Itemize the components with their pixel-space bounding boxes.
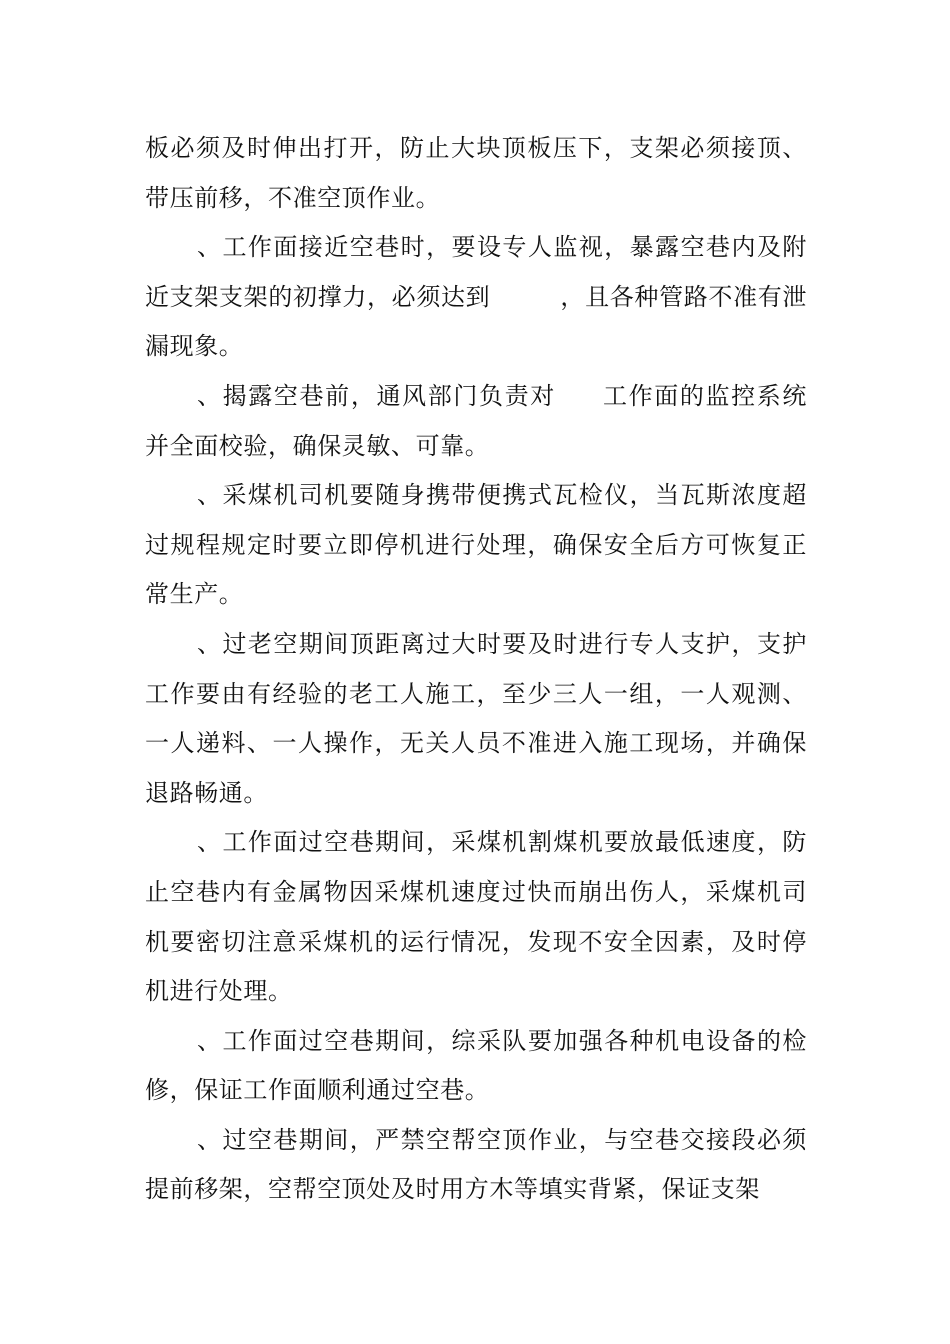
paragraph-2-text-before: 、揭露空巷前，通风部门负责对 (197, 381, 556, 410)
paragraph-1-text-before: 、工作面接近空巷时，要设专人监视，暴露空巷内及附近支架支架的初撑力，必须达到 (145, 233, 807, 311)
paragraph-5: 、工作面过空巷期间，采煤机割煤机要放最低速度，防止空巷内有金属物因采煤机速度过快而崩出伤人，采煤机司机要密切注意采煤机的运行情况，发现不安全因素，及时停机进行处理。 (145, 828, 807, 1006)
paragraph-6: 、工作面过空巷期间，综采队要加强各种机电设备的检修，保证工作面顺利通过空巷。 (145, 1026, 807, 1105)
paragraph-2-text-after: 工作面的监控系统并全面校验，确保灵敏、可靠。 (145, 381, 807, 460)
paragraph-3: 、采煤机司机要随身携带便携式瓦检仪，当瓦斯浓度超过规程规定时要立即停机进行处理，确保安全后方可恢复正常生产。 (145, 481, 807, 609)
paragraph-0: 板必须及时伸出打开，防止大块顶板压下，支架必须接顶、带压前移，不准空顶作业。 (145, 134, 807, 212)
paragraph-1-text-after: ，且各种管路不准有泄漏现象。 (145, 282, 808, 361)
paragraph-7: 、过空巷期间，严禁空帮空顶作业，与空巷交接段必须提前移架，空帮空顶处及时用方木等填实背紧，保证支架 (145, 1125, 807, 1204)
paragraph-2 (145, 372, 807, 471)
document-body (145, 124, 807, 1215)
paragraph-1 (145, 223, 807, 372)
paragraph-4: 、过老空期间顶距离过大时要及时进行专人支护，支护工作要由有经验的老工人施工，至少三人一组，一人观测、一人递料、一人操作，无关人员不准进入施工现场，并确保退路畅通。 (145, 629, 807, 807)
